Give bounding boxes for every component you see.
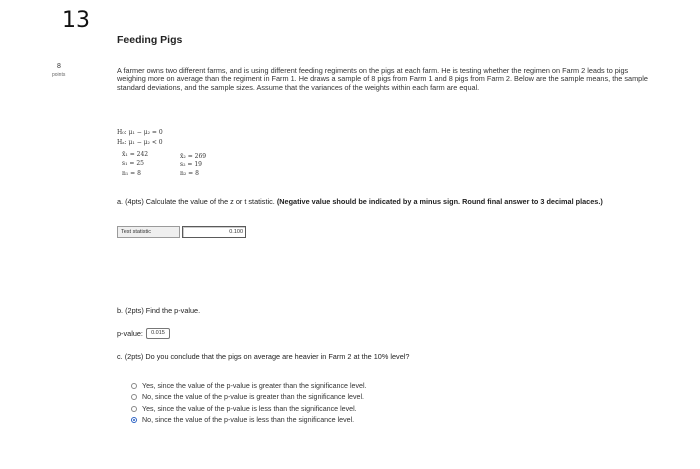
sample-sd-1: s₁ = 25 [122, 160, 144, 167]
answer-option-label: Yes, since the value of the p-value is greater than the significance level. [142, 382, 367, 390]
points-value: 8 [57, 63, 61, 70]
test-statistic-input[interactable]: 0.100 [182, 226, 246, 238]
radio-button[interactable] [131, 383, 137, 389]
part-b-prompt: b. (2pts) Find the p-value. [117, 306, 201, 315]
answer-option[interactable] [131, 416, 354, 424]
part-a-prompt [117, 197, 657, 206]
test-statistic-row [117, 226, 246, 238]
sample-size-2: n₂ = 8 [180, 170, 199, 177]
p-value-row [117, 328, 170, 339]
question-intro: A farmer owns two different farms, and is using different feeding regiments on the pigs at each farm. He is testing whether the regimen on Farm 2 leads to pigs weighing more on average than the regiment in Farm 1. He draws a sample of 8 pigs from Farm 1 and 8 pigs from Farm 2. Below are the sample means, the sample standard deviations, and the sample sizes. Assume that the variances of the weights within each farm are equal. [117, 66, 648, 92]
sample-sd-2: s₂ = 19 [180, 161, 202, 168]
answer-option[interactable] [131, 393, 364, 401]
hypothesis-alt: Hₐ: μ₁ − μ₂ < 0 [117, 139, 163, 146]
part-a-note: (Negative value should be indicated by a minus sign. Round final answer to 3 decimal places.) [276, 197, 603, 206]
answer-option-label: No, since the value of the p-value is greater than the significance level. [142, 393, 365, 401]
sample-size-1: n₁ = 8 [122, 170, 141, 177]
answer-option-label: No, since the value of the p-value is less than the significance level. [142, 416, 355, 424]
answer-option-label: Yes, since the value of the p-value is less than the significance level. [142, 405, 357, 413]
p-value-input[interactable]: 0.015 [146, 328, 170, 339]
test-statistic-label: Test statistic [117, 226, 180, 238]
part-a-text: a. (4pts) Calculate the value of the z or t statistic. [117, 197, 275, 206]
sample-mean-1: x̄₁ = 242 [122, 151, 149, 158]
points-label: points [52, 72, 66, 78]
radio-button[interactable] [131, 394, 137, 400]
sample-mean-2: x̄₂ = 269 [180, 153, 207, 160]
answer-option[interactable] [131, 382, 367, 390]
question-number: 13 [62, 8, 90, 33]
answer-option[interactable] [131, 405, 357, 413]
hypothesis-null: H₀: μ₁ − μ₂ = 0 [117, 129, 163, 136]
question-title: Feeding Pigs [117, 34, 183, 46]
radio-button[interactable] [131, 417, 137, 423]
p-value-label: p-value: [117, 329, 143, 338]
radio-button[interactable] [131, 406, 137, 412]
part-c-prompt: c. (2pts) Do you conclude that the pigs on average are heavier in Farm 2 at the 10% level? [117, 352, 410, 361]
